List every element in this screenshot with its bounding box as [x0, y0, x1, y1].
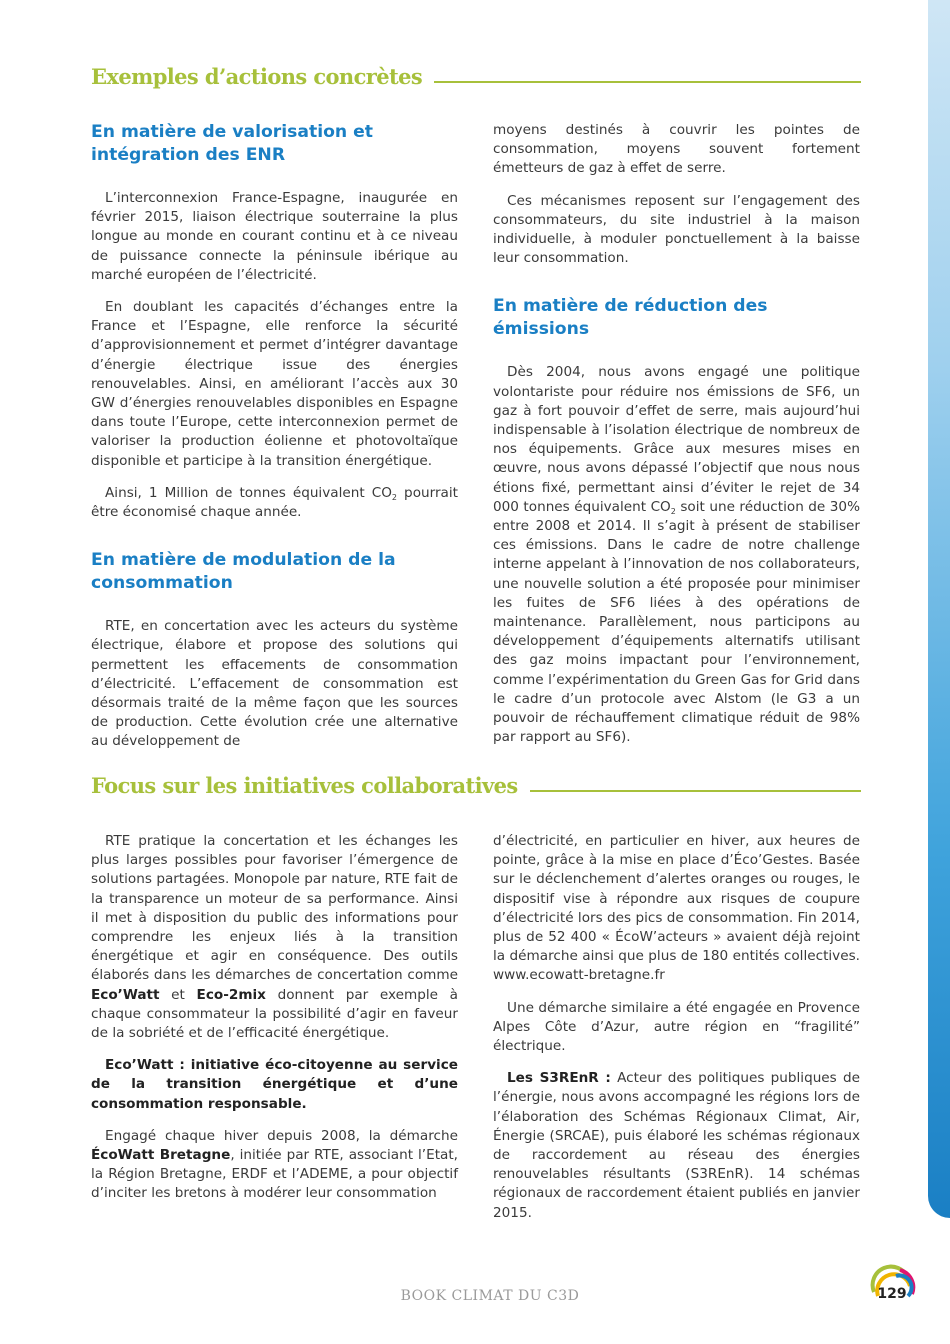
- subscript: 2: [391, 492, 398, 502]
- paragraph: Une démarche similaire a été engagée en Provence Alpes Côte d’Azur, autre région en “fragilité” électrique.: [493, 999, 860, 1055]
- paragraph-sf6: [493, 363, 860, 747]
- paragraph: L’interconnexion France-Espagne, inaugurée en février 2015, liaison électrique souterraine la plus longue au monde en courant continu et à ce niveau de puissance connecte la péninsule ibérique au marché européen de l’électricité.: [91, 190, 458, 283]
- text: pourrait être économisé chaque année.: [91, 484, 458, 521]
- footer-book-title: BOOK CLIMAT DU C3D: [400, 1288, 580, 1304]
- bold-term: ÉcoWatt Bretagne: [91, 1147, 231, 1164]
- heading-emissions: En matière de réduction des émissions: [493, 296, 768, 340]
- bold-term: Eco’Watt: [91, 986, 160, 1003]
- paragraph: Ces mécanismes reposent sur l’engagement des consommateurs, du site industriel à la maison individuelle, à moduler ponctuellement à la baisse leur consommation.: [493, 192, 860, 267]
- section-title-actions: [91, 64, 861, 89]
- text: Ainsi, 1 Million de tonnes équivalent CO: [105, 484, 392, 501]
- text: et: [159, 986, 197, 1003]
- section2-left-column: [91, 832, 458, 1217]
- subscript: 2: [670, 506, 676, 516]
- paragraph: d’électricité, en particulier en hiver, aux heures de pointe, grâce à la mise en place d’Éco’Gestes. Basée sur le déclenchement d’alertes oranges ou rouges, le dispositif vise à répondre aux risques de coupure d’électricité lors des pics de consommation. Fin 2014, plus de 52 400 « ÉcoW’acteurs » avaient déjà rejoint la démarche ainsi que plus de 180 entités collectives. www.ecowatt-bretagne.fr: [493, 833, 860, 984]
- section1-left-column: [91, 121, 458, 765]
- page-number: 129: [877, 1286, 907, 1302]
- paragraph: [91, 1127, 458, 1204]
- paragraph: [493, 1069, 860, 1223]
- section2-right-column: [493, 832, 860, 1236]
- text: donnent par exemple à chaque consommateur la possibilité d’agir en faveur de la sobriété et de l’efficacité énergétique.: [91, 986, 458, 1042]
- side-color-band: [928, 0, 950, 1218]
- section-rule: [530, 790, 861, 792]
- ecowatt-lead: Eco’Watt : initiative éco-citoyenne au service de la transition énergétique et d’une consommation responsable.: [91, 1057, 458, 1112]
- heading-modulation: En matière de modulation de la consommation: [91, 550, 396, 594]
- text: Dès 2004, nous avons engagé une politique volontariste pour réduire nos émissions de SF6, un gaz à fort pouvoir d’effet de serre, mais aujourd’hui indispensable à l’isolation électrique de nombreux de nos équipements. Grâce aux mesures mises en œuvre, nous avons dépassé l’objectif que nous nous étions fixé, permettant ainsi d’éviter le rejet de 34 000 tonnes équivalent CO: [493, 364, 860, 515]
- paragraph: En doublant les capacités d’échanges entre la France et l’Espagne, elle renforce la sécurité d’approvisionnement et permet d’intégrer davantage d’énergie électrique issue des énergies renouvelables. Ainsi, en améliorant l’accès aux 30 GW d’énergies renouvelables disponibles en Espagne dans toute l’Europe, cette interconnexion permet de valoriser la production éolienne et photovoltaïque disponible et participe à la transition énergétique.: [91, 299, 458, 469]
- text: Acteur des politiques publiques de l’énergie, nous avons accompagné les régions lors de l’élaboration des Schémas Régionaux Climat, Air, Énergie (SRCAE), puis élaboré les schémas régionaux de raccordement au réseau des énergies renouvelables résultants (S3REnR). 14 schémas régionaux de raccordement étaient publiés en janvier 2015.: [493, 1070, 860, 1221]
- section1-right-column: [493, 121, 860, 760]
- bold-term: Eco-2mix: [196, 986, 266, 1003]
- section-rule: [434, 81, 861, 83]
- text: soit une réduction de 30% entre 2008 et 2014. Il s’agit à présent de stabiliser ces émissions. Dans le cadre de notre challenge interne appelant à l’innovation de nos collaborateurs, une nouvelle solution a été proposée pour minimiser les fuites de SF6 liées à des opérations de maintenance. Parallèlement, nous participons au développement d’équipements alternatifs utilisant des gaz moins impactant pour l’environnement, comme l’expérimentation du Green Gas for Grid dans le cadre d’un protocole avec Alstom (le G3 a un pouvoir de réchauffement climatique réduit de 98% par rapport au SF6).: [493, 498, 860, 746]
- section-title-text: Focus sur les initiatives collaboratives: [91, 773, 518, 798]
- section-title-focus: [91, 773, 861, 798]
- paragraph: RTE, en concertation avec les acteurs du système électrique, élabore et propose des solutions qui permettent les effacements de consommation d’électricité. L’effacement de consommation est désormais traité de la même façon que les sources de production. Cette évolution crée une alternative au développement de: [91, 618, 458, 750]
- paragraph-co2: [91, 484, 458, 522]
- text: , initiée par RTE, associant l’Etat, la Région Bretagne, ERDF et l’ADEME, a pour objectif d’inciter les bretons à modérer leur consommation: [91, 1147, 459, 1202]
- section-title-text: Exemples d’actions concrètes: [91, 64, 423, 89]
- heading-enr: En matière de valorisation et intégration des ENR: [91, 122, 373, 165]
- paragraph: [91, 832, 458, 1043]
- text: Engagé chaque hiver depuis 2008, la démarche: [105, 1127, 458, 1144]
- paragraph: moyens destinés à couvrir les pointes de consommation, moyens souvent fortement émetteurs de gaz à effet de serre.: [493, 122, 860, 177]
- text: RTE pratique la concertation et les échanges les plus larges possibles pour favoriser l’émergence de solutions partagées. Monopole par nature, RTE fait de la transparence un moteur de sa performance. Ainsi il met à disposition du public des informations pour comprendre les enjeux liés à la transition énergétique et agir en conséquence. Des outils élaborés dans les démarches de concertation comme: [91, 833, 458, 984]
- bold-term: Les S3REnR :: [507, 1070, 611, 1087]
